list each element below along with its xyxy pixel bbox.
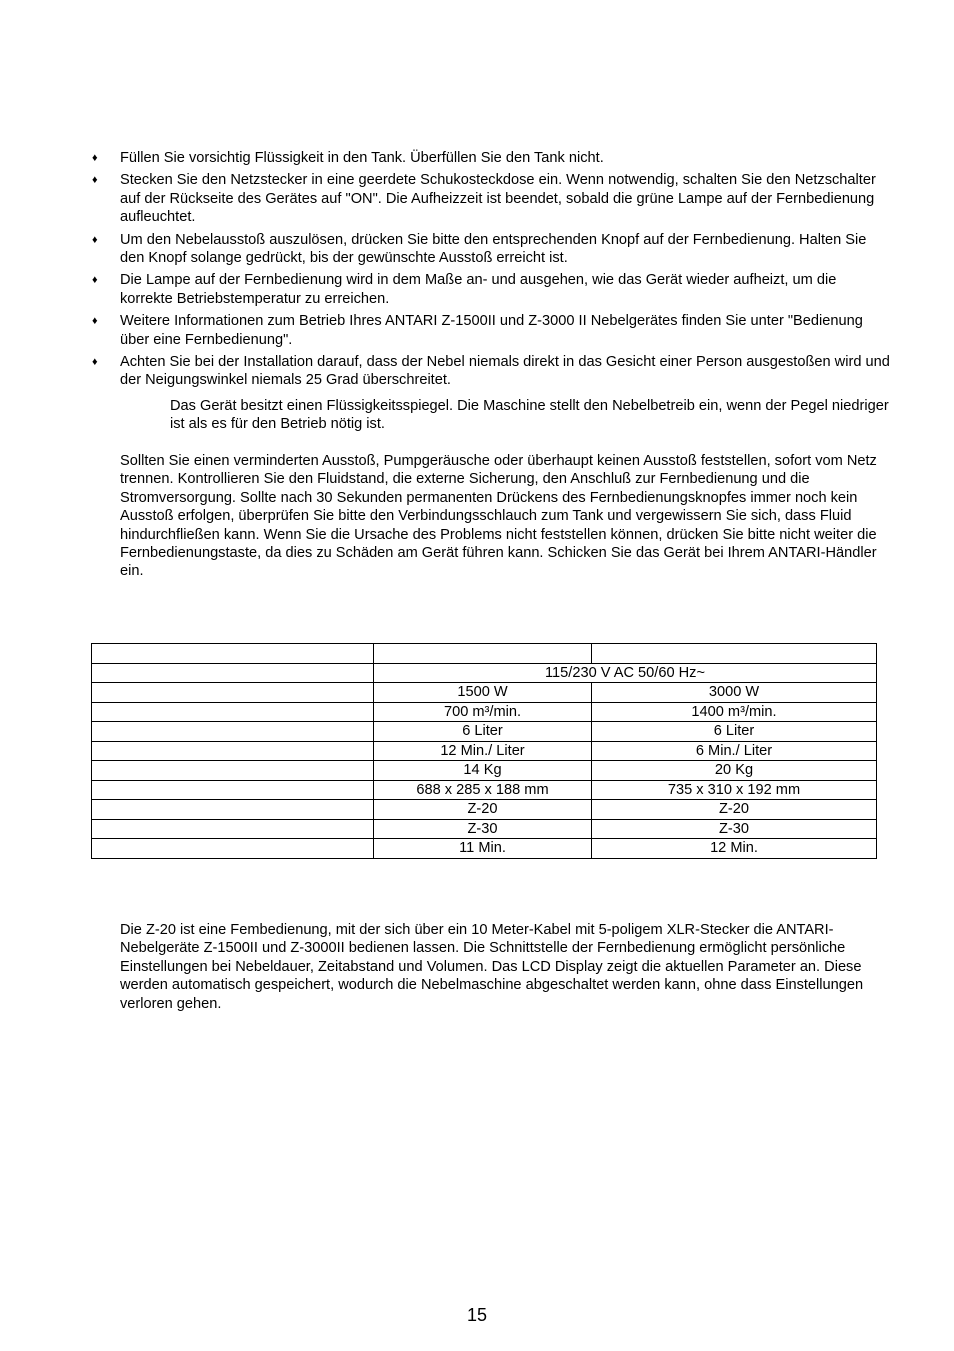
table-cell: [92, 839, 374, 859]
troubleshooting-paragraph: Sollten Sie einen verminderten Ausstoß, Pumpgeräusche oder überhaupt keinen Ausstoß feststellen, sofort vom Netz trennen. Kontrollieren Sie den Fluidstand, die externe Sicherung, den Anschluß zur Fernbedienung und die Stromversorgung. Sollte nach 30 Sekunden permanenten Drückens des Fernbedienungsknopfes immer noch kein Ausstoß erfolgen, überprüfen Sie bitte den Verbindungsschlauch zum Tank und vergewissern Sie sich, dass Fluid hindurchfließen kann. Wenn Sie die Ursache des Problems nicht feststellen können, drücken Sie bitte nicht weiter die Fernbedienungstaste, da dies zu Schäden am Gerät führen kann. Schicken Sie das Gerät bei Ihrem ANTARI-Händler ein.: [120, 453, 877, 580]
table-row: [92, 800, 877, 820]
page-number: 15: [466, 1305, 488, 1325]
table-cell: [92, 722, 374, 742]
table-cell: 700 m³/min.: [374, 702, 592, 722]
table-cell: [92, 741, 374, 761]
table-cell: [92, 663, 374, 683]
table-cell: 1400 m³/min.: [592, 702, 877, 722]
table-cell: Z-20: [374, 800, 592, 820]
table-cell: 735 x 310 x 192 mm: [592, 780, 877, 800]
table-cell: [592, 644, 877, 664]
diamond-bullet-icon: ♦: [92, 152, 98, 164]
table-row: [92, 761, 877, 781]
diamond-bullet-icon: ♦: [92, 356, 98, 369]
list-item: [92, 171, 892, 226]
table-cell: 6 Min./ Liter: [592, 741, 877, 761]
table-cell: 14 Kg: [374, 761, 592, 781]
diamond-bullet-icon: ♦: [92, 233, 98, 246]
table-cell: Z-30: [592, 819, 877, 839]
list-item-text: Die Lampe auf der Fernbedienung wird in dem Maße an- und ausgehen, wie das Gerät wieder aufheizt, um die korrekte Betriebstemperatur zu erreichen.: [120, 272, 837, 307]
list-item-text: Füllen Sie vorsichtig Flüssigkeit in den Tank. Überfüllen Sie den Tank nicht.: [120, 150, 604, 166]
list-item: [92, 231, 892, 268]
diamond-bullet-icon: ♦: [92, 274, 98, 287]
table-cell: [92, 683, 374, 703]
table-cell: [92, 800, 374, 820]
table-cell: Z-20: [592, 800, 877, 820]
table-row: [92, 683, 877, 703]
table-row: [92, 780, 877, 800]
instruction-list: [92, 149, 892, 394]
table-cell: Z-30: [374, 819, 592, 839]
table-cell: [92, 702, 374, 722]
table-cell: 688 x 285 x 188 mm: [374, 780, 592, 800]
remote-description-paragraph: Die Z-20 ist eine Fembedienung, mit der sich über ein 10 Meter-Kabel mit 5-poligem XLR-Stecker die ANTARI-Nebelgeräte Z-1500II und Z-3000II bedienen lassen. Die Schnittstelle der Fernbedienung ermöglicht persönliche Einstellungen bei Nebeldauer, Zeitabstand und Volumen. Das LCD Display zeigt die aktuellen Parameter an. Diese werden automatisch gespeichert, wodurch die Nebelmaschine abgeschaltet werden kann, ohne dass Einstellungen verloren gehen.: [120, 922, 864, 1012]
list-item: [92, 353, 892, 390]
table-cell: [92, 780, 374, 800]
voltage-cell: 115/230 V AC 50/60 Hz~: [374, 663, 877, 683]
list-item-text: Weitere Informationen zum Betrieb Ihres ANTARI Z-1500II und Z-3000 II Nebelgerätes finden Sie unter "Bedienung über eine Fernbedienung".: [120, 313, 863, 348]
fluid-level-note: Das Gerät besitzt einen Flüssigkeitsspiegel. Die Maschine stellt den Nebelbetreib ein, wenn der Pegel niedriger ist als es für den Betrieb nötig ist.: [170, 398, 889, 433]
table-cell: 12 Min./ Liter: [374, 741, 592, 761]
list-item: [92, 149, 892, 167]
list-item-text: Um den Nebelausstoß auszulösen, drücken Sie bitte den entsprechenden Knopf auf der Fernbedienung. Halten Sie den Knopf solange gedrückt, bis der gewünschte Ausstoß erreicht ist.: [120, 231, 867, 267]
table-row: [92, 702, 877, 722]
list-item: [92, 271, 892, 308]
table-cell: [92, 761, 374, 781]
table-cell: 12 Min.: [592, 839, 877, 859]
diamond-bullet-icon: ♦: [92, 315, 98, 328]
list-item-text: Achten Sie bei der Installation darauf, dass der Nebel niemals direkt in das Gesicht einer Person ausgestoßen wird und der Neigungswinkel niemals 25 Grad überschreitet.: [120, 354, 890, 389]
table-cell: [374, 644, 592, 664]
table-row: [92, 741, 877, 761]
diamond-bullet-icon: ♦: [92, 174, 98, 187]
specifications-table: [91, 643, 877, 859]
table-cell: 11 Min.: [374, 839, 592, 859]
table-cell: [92, 819, 374, 839]
table-row: [92, 819, 877, 839]
table-cell: 6 Liter: [592, 722, 877, 742]
table-cell: [92, 644, 374, 664]
table-cell: 3000 W: [592, 683, 877, 703]
list-item: [92, 312, 892, 349]
list-item-text: Stecken Sie den Netzstecker in eine geerdete Schukosteckdose ein. Wenn notwendig, schalten Sie den Netzschalter auf der Rückseite des Gerätes auf "ON". Die Aufheizzeit ist beendet, sobald die grüne Lampe auf der Fernbedienung aufleuchtet.: [120, 172, 876, 226]
table-header-row: [92, 644, 877, 664]
table-row: [92, 839, 877, 859]
table-row: [92, 722, 877, 742]
table-row: [92, 663, 877, 683]
table-cell: 6 Liter: [374, 722, 592, 742]
table-cell: 20 Kg: [592, 761, 877, 781]
table-cell: 1500 W: [374, 683, 592, 703]
